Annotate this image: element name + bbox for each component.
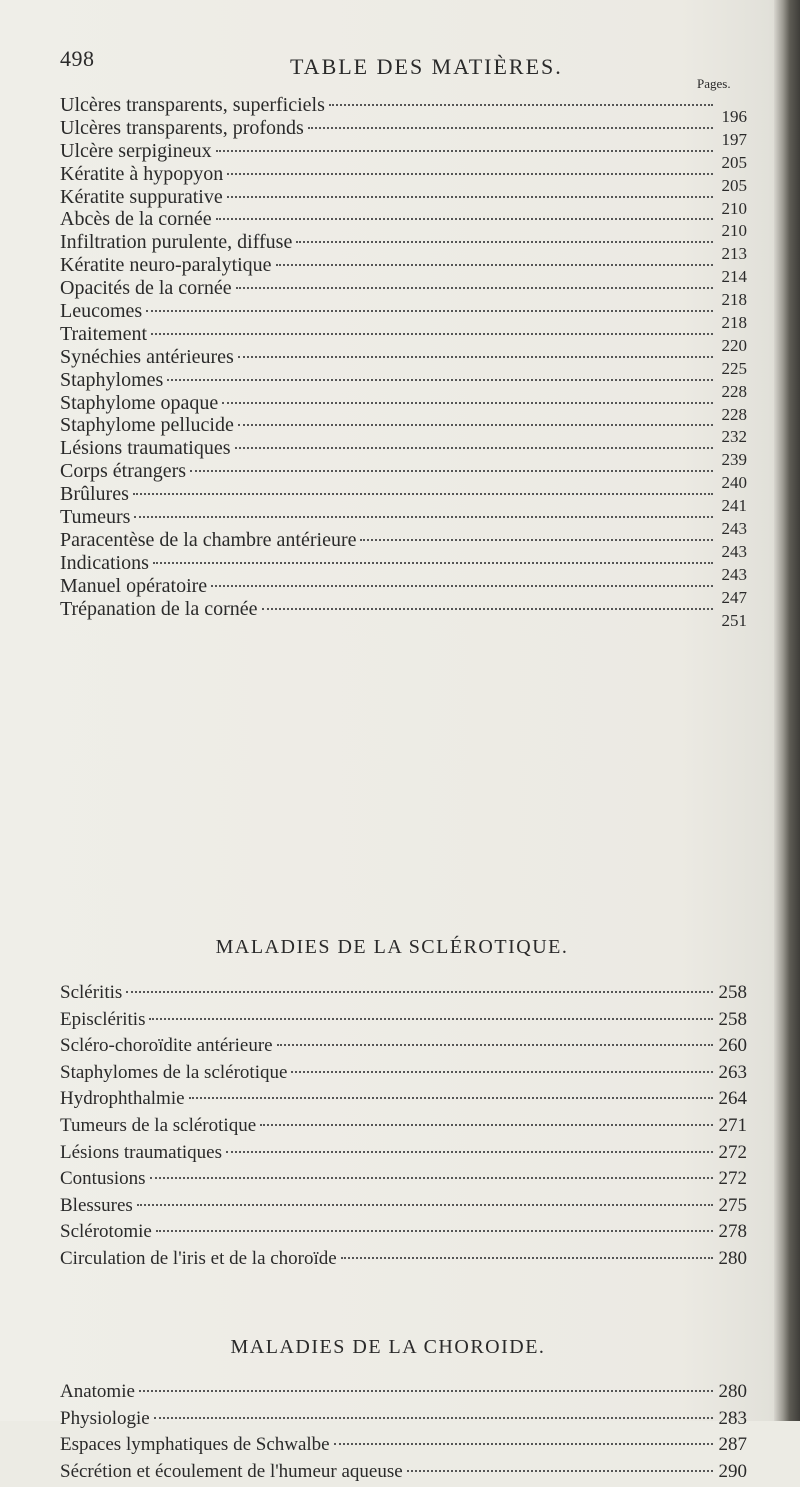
dot-leader <box>308 127 713 129</box>
toc-entry-page: 232 <box>717 426 747 448</box>
toc-entry-page: 225 <box>717 358 747 380</box>
dot-leader <box>238 356 713 358</box>
toc-entry-page: 251 <box>717 610 747 632</box>
toc-entry-page: 228 <box>717 404 747 426</box>
toc-entry-page: 247 <box>717 587 747 609</box>
toc-entry-title: Circulation de l'iris et de la choroïde <box>60 1248 337 1270</box>
dot-leader <box>156 1230 713 1232</box>
toc-entry-title: Staphylome pellucide <box>60 414 234 436</box>
dot-leader <box>137 1204 713 1206</box>
toc-entry-title: Tumeurs <box>60 506 130 528</box>
toc-entry-page: 239 <box>717 449 747 471</box>
toc-entry <box>60 1168 747 1195</box>
toc-entry <box>60 392 747 415</box>
toc-entry-page: 290 <box>717 1461 747 1483</box>
toc-entry-title: Opacités de la cornée <box>60 277 232 299</box>
toc-entry-title: Physiologie <box>60 1408 150 1430</box>
toc-entry <box>60 506 747 529</box>
toc-entry <box>60 1434 747 1461</box>
toc-entry-page: 272 <box>717 1142 747 1164</box>
dot-leader <box>133 493 713 495</box>
dot-leader <box>291 1071 713 1073</box>
toc-entry <box>60 529 747 552</box>
dot-leader <box>211 585 713 587</box>
toc-entry <box>60 1088 747 1115</box>
toc-entry-page: 241 <box>717 495 747 517</box>
toc-entry <box>60 414 747 437</box>
toc-entry-title: Kératite à hypopyon <box>60 163 223 185</box>
dot-leader <box>190 470 713 472</box>
toc-section-cornea <box>60 94 747 620</box>
toc-entry-page: 240 <box>717 472 747 494</box>
toc-entry <box>60 254 747 277</box>
toc-entry-title: Brûlures <box>60 483 129 505</box>
toc-entry-page: 283 <box>717 1408 747 1430</box>
dot-leader <box>189 1097 713 1099</box>
dot-leader <box>341 1257 713 1259</box>
toc-entry-title: Hydrophthalmie <box>60 1088 185 1110</box>
toc-entry-title: Lésions traumatiques <box>60 1142 222 1164</box>
toc-entry-title: Blessures <box>60 1195 133 1217</box>
section-title-choroide: MALADIES DE LA CHOROIDE. <box>0 1336 788 1359</box>
toc-entry-page: 214 <box>717 266 747 288</box>
toc-entry-page: 228 <box>717 381 747 403</box>
toc-entry <box>60 277 747 300</box>
dot-leader <box>216 218 713 220</box>
dot-leader <box>227 173 713 175</box>
toc-entry-page: 264 <box>717 1088 747 1110</box>
toc-entry <box>60 437 747 460</box>
toc-entry-title: Sécrétion et écoulement de l'humeur aqueuse <box>60 1461 403 1483</box>
dot-leader <box>134 516 713 518</box>
dot-leader <box>216 150 713 152</box>
dot-leader <box>227 196 713 198</box>
toc-entry-page: 272 <box>717 1168 747 1190</box>
dot-leader <box>296 241 713 243</box>
dot-leader <box>150 1177 713 1179</box>
toc-entry-page: 275 <box>717 1195 747 1217</box>
toc-entry-title: Ulcères transparents, profonds <box>60 117 304 139</box>
dot-leader <box>360 539 713 541</box>
dot-leader <box>236 287 713 289</box>
toc-entry-title: Staphylomes <box>60 369 163 391</box>
dot-leader <box>222 402 713 404</box>
toc-entry-title: Manuel opératoire <box>60 575 207 597</box>
toc-entry-title: Indications <box>60 552 149 574</box>
dot-leader <box>262 608 713 610</box>
toc-entry-page: 220 <box>717 335 747 357</box>
toc-entry-page: 243 <box>717 518 747 540</box>
toc-entry <box>60 1062 747 1089</box>
dot-leader <box>154 1417 713 1419</box>
toc-entry-page: 243 <box>717 564 747 586</box>
toc-entry-page: 287 <box>717 1434 747 1456</box>
toc-entry-page: 258 <box>717 1009 747 1031</box>
running-title: TABLE DES MATIÈRES. <box>290 54 563 80</box>
toc-entry-title: Staphylome opaque <box>60 392 218 414</box>
toc-entry-page: 205 <box>717 152 747 174</box>
toc-entry <box>60 323 747 346</box>
toc-entry <box>60 552 747 575</box>
toc-entry <box>60 346 747 369</box>
dot-leader <box>334 1443 713 1445</box>
toc-entry-title: Scléro-choroïdite antérieure <box>60 1035 273 1057</box>
toc-entry-title: Kératite neuro-paralytique <box>60 254 272 276</box>
dot-leader <box>277 1044 713 1046</box>
toc-entry <box>60 575 747 598</box>
toc-entry-page: 243 <box>717 541 747 563</box>
toc-entry-title: Contusions <box>60 1168 146 1190</box>
toc-entry-page: 210 <box>717 220 747 242</box>
dot-leader <box>407 1470 713 1472</box>
dot-leader <box>146 310 713 312</box>
toc-entry-title: Lésions traumatiques <box>60 437 231 459</box>
toc-entry <box>60 140 747 163</box>
toc-entry-page: 278 <box>717 1221 747 1243</box>
toc-entry-title: Infiltration purulente, diffuse <box>60 231 292 253</box>
page-edge-shadow <box>774 0 800 1421</box>
toc-entry <box>60 208 747 231</box>
toc-entry-title: Espaces lymphatiques de Schwalbe <box>60 1434 330 1456</box>
toc-entry <box>60 598 747 621</box>
toc-entry <box>60 982 747 1009</box>
toc-entry <box>60 1142 747 1169</box>
toc-entry-title: Traitement <box>60 323 147 345</box>
toc-entry-page: 210 <box>717 198 747 220</box>
toc-entry-title: Tumeurs de la sclérotique <box>60 1115 256 1137</box>
dot-leader <box>260 1124 713 1126</box>
toc-entry-page: 213 <box>717 243 747 265</box>
toc-entry <box>60 1248 747 1275</box>
toc-entry-title: Anatomie <box>60 1381 135 1403</box>
toc-entry-page: 218 <box>717 312 747 334</box>
toc-entry-page: 280 <box>717 1381 747 1403</box>
toc-entry-page: 280 <box>717 1248 747 1270</box>
toc-entry-title: Paracentèse de la chambre antérieure <box>60 529 356 551</box>
dot-leader <box>149 1018 713 1020</box>
toc-entry <box>60 1461 747 1487</box>
toc-entry-title: Ulcère serpigineux <box>60 140 212 162</box>
toc-entry-title: Scléritis <box>60 982 122 1004</box>
dot-leader <box>329 104 713 106</box>
toc-entry-title: Kératite suppurative <box>60 186 223 208</box>
toc-entry-title: Ulcères transparents, superficiels <box>60 94 325 116</box>
toc-entry <box>60 94 747 117</box>
dot-leader <box>126 991 713 993</box>
toc-entry-title: Abcès de la cornée <box>60 208 212 230</box>
toc-entry <box>60 1115 747 1142</box>
toc-entry <box>60 1035 747 1062</box>
dot-leader <box>153 562 713 564</box>
toc-entry-title: Episcléritis <box>60 1009 145 1031</box>
toc-entry-page: 205 <box>717 175 747 197</box>
toc-entry-page: 271 <box>717 1115 747 1137</box>
pages-column-label: Pages. <box>697 76 731 92</box>
section-title-sclerotique: MALADIES DE LA SCLÉROTIQUE. <box>0 936 792 959</box>
toc-entry-page: 263 <box>717 1062 747 1084</box>
toc-entry <box>60 1009 747 1036</box>
toc-entry <box>60 460 747 483</box>
dot-leader <box>276 264 713 266</box>
toc-entry <box>60 186 747 209</box>
page-header <box>60 46 740 86</box>
toc-entry-page: 196 <box>717 106 747 128</box>
dot-leader <box>139 1390 713 1392</box>
toc-entry-page: 258 <box>717 982 747 1004</box>
dot-leader <box>151 333 713 335</box>
page-number: 498 <box>60 46 95 72</box>
toc-entry-title: Trépanation de la cornée <box>60 598 258 620</box>
toc-entry <box>60 300 747 323</box>
toc-entry-title: Staphylomes de la sclérotique <box>60 1062 287 1084</box>
toc-entry-title: Corps étrangers <box>60 460 186 482</box>
toc-entry-page: 218 <box>717 289 747 311</box>
toc-section-sclerotique <box>60 982 747 1275</box>
toc-entry <box>60 1195 747 1222</box>
toc-entry <box>60 369 747 392</box>
toc-entry-page: 260 <box>717 1035 747 1057</box>
toc-entry-title: Synéchies antérieures <box>60 346 234 368</box>
toc-section-choroide <box>60 1381 747 1487</box>
dot-leader <box>235 447 713 449</box>
toc-entry <box>60 483 747 506</box>
toc-entry-title: Leucomes <box>60 300 142 322</box>
toc-entry <box>60 163 747 186</box>
dot-leader <box>226 1151 713 1153</box>
toc-entry <box>60 231 747 254</box>
toc-entry <box>60 1381 747 1408</box>
toc-entry-title: Sclérotomie <box>60 1221 152 1243</box>
toc-entry-page: 197 <box>717 129 747 151</box>
toc-entry <box>60 117 747 140</box>
toc-entry <box>60 1221 747 1248</box>
dot-leader <box>238 424 713 426</box>
dot-leader <box>167 379 713 381</box>
